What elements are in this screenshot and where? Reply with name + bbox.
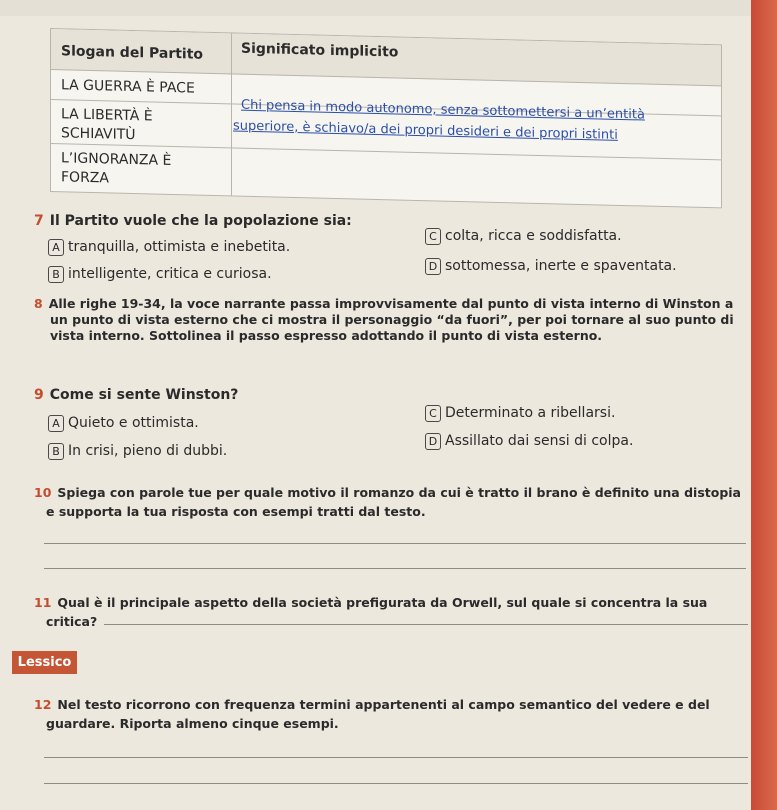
question-number: 11 (34, 595, 52, 610)
q7-option-c[interactable] (425, 227, 622, 245)
question-number: 9 (34, 387, 44, 403)
question-number: 10 (34, 485, 52, 500)
question-text-line: e supporta la tua risposta con esempi tratti dal testo. (46, 504, 426, 519)
option-letter: B (48, 266, 64, 283)
question-text-line: guardare. Riporta almeno cinque esempi. (46, 716, 339, 731)
answer-line[interactable] (44, 757, 748, 758)
meaning-2-line-1: Chi pensa in modo autonomo, senza sottomettersi a un’entità (241, 97, 645, 123)
option-letter: B (48, 443, 64, 460)
slogan-2-line-2: SCHIAVITÙ (61, 125, 136, 144)
q9-option-b[interactable] (48, 442, 227, 460)
option-letter: C (425, 228, 441, 245)
question-text: Come si sente Winston? (49, 387, 239, 403)
option-letter: C (425, 405, 441, 422)
meaning-2-line-2: superiore, è schiavo/a dei propri desideri e dei propri istinti (233, 118, 618, 143)
option-text: tranquilla, ottimista e inebetita. (68, 239, 291, 255)
answer-line[interactable] (44, 543, 746, 544)
header-meaning: Significato implicito (241, 40, 399, 61)
table-divider (231, 33, 232, 195)
slogan-table (50, 28, 722, 208)
question-number: 7 (34, 213, 44, 229)
question-text-line: Qual è il principale aspetto della società prefigurata da Orwell, sul quale si concentra la sua (57, 595, 708, 610)
question-text-line: Spiega con parole tue per quale motivo il romanzo da cui è tratto il brano è definito una distopia (57, 485, 741, 500)
q9-option-a[interactable] (48, 414, 199, 432)
option-letter: D (425, 433, 441, 450)
slogan-2-line-1: LA LIBERTÀ È (61, 106, 153, 125)
option-letter: D (425, 258, 441, 275)
answer-line[interactable] (44, 568, 746, 569)
q7-option-d[interactable] (425, 257, 677, 275)
option-text: In crisi, pieno di dubbi. (68, 443, 228, 459)
page-top-strip (0, 0, 777, 16)
answer-line[interactable] (44, 783, 748, 784)
option-text: Assillato dai sensi di colpa. (445, 433, 634, 449)
slogan-3-line-1: L’IGNORANZA È (61, 150, 172, 169)
question-number: 12 (34, 697, 52, 712)
q7-option-b[interactable] (48, 265, 272, 283)
question-number: 8 (34, 296, 43, 311)
option-text: Determinato a ribellarsi. (445, 405, 616, 421)
question-8 (34, 296, 749, 344)
slogan-1: LA GUERRA È PACE (61, 77, 195, 97)
q9-option-c[interactable] (425, 404, 615, 422)
question-text-line: Nel testo ricorrono con frequenza termini appartenenti al campo semantico del vedere e del (57, 697, 710, 712)
q9-option-d[interactable] (425, 432, 633, 450)
question-7 (34, 212, 352, 231)
option-letter: A (48, 415, 64, 432)
question-12 (34, 695, 754, 733)
option-text: Quieto e ottimista. (68, 415, 199, 431)
slogan-3-line-2: FORZA (61, 169, 109, 187)
question-text-line: Alle righe 19-34, la voce narrante passa improvvisamente dal punto di vista interno di Winston a (48, 296, 734, 311)
question-text-line: critica? (46, 614, 98, 629)
q7-option-a[interactable] (48, 238, 290, 256)
section-label: Lessico (12, 651, 77, 674)
header-slogan: Slogan del Partito (61, 43, 204, 63)
option-text: intelligente, critica e curiosa. (68, 266, 272, 282)
question-text-line: un punto di vista esterno che ci mostra il personaggio “da fuori”, per poi tornare al suo punto di (50, 312, 734, 327)
question-9 (34, 386, 238, 405)
option-text: sottomessa, inerte e spaventata. (445, 258, 677, 274)
question-11 (34, 593, 749, 631)
option-letter: A (48, 239, 64, 256)
question-text-line: vista interno. Sottolinea il passo espresso adottando il punto di vista esterno. (50, 328, 603, 343)
question-text: Il Partito vuole che la popolazione sia: (49, 213, 352, 229)
option-text: colta, ricca e soddisfatta. (445, 228, 622, 244)
answer-line[interactable] (104, 624, 748, 625)
question-10 (34, 483, 749, 521)
book-edge (751, 0, 777, 810)
